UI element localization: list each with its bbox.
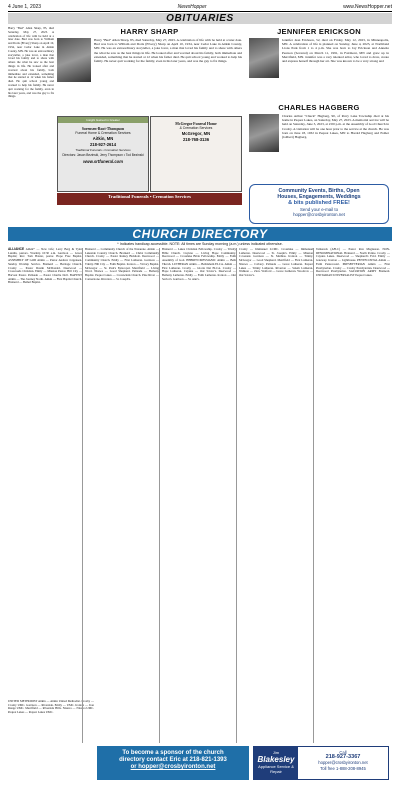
obit-harry-sharp: [57, 27, 242, 84]
column-rule: [313, 248, 314, 743]
column-rule: [159, 248, 160, 743]
church-text: Brainerd — Lakes Christian Fellowship. Crosby — Trinity Bible Church. Cuyuna — Living Hope Community. Deerwood — Crosslake Bible Fellowship. Emily — Faith Assembly of God. HEBREW/MESSIANIC Aitkin — Beth Tikvah. LUTHERAN Aitkin — Bethlehem ELCA. Aitkin — First Lutheran. Crosby — Gloria Dei ELCA. Crosby — Hope Lutheran. Cuyuna — Our Savior's. Deerwood — Bethany Lutheran. Emily — Faith Lutheran. Ironton — Our Savior's. Garrison — St. Ann's.: [162, 247, 236, 281]
paper-name: NewsHopper: [177, 3, 207, 10]
obit-photo: [57, 38, 91, 82]
obit-name: HARRY SHARP: [120, 27, 179, 36]
toll-number[interactable]: 1-888-208-8945: [336, 765, 366, 771]
obit-text: Harry "Bud" Allen Sharp, 85, died Saturday, May 27, 2023. A celebration of life with be held at a later date. Bud was born to William and Doris (Elvery) Sharp on April 10, 1934, near Cedar Lake in Aitkin County, MN. He was an extraordinary storyteller, a joke lover, a man that loved his family and to share with others the what he saw as the best things in life. He looked after and worried about his family, both immediate and extended, something that he started at 12 when his father died. He quit school young and worked to help his family. He never quit working for the family, even in his later years, and was the guy to fix things.: [94, 38, 242, 64]
section-title: OBITUARIES: [166, 13, 234, 24]
church-column-2: [85, 248, 159, 281]
church-heading: ALLIANCE: [8, 247, 25, 251]
church-column-3: [162, 248, 236, 281]
ad-phone: 218-927-2614: [89, 142, 117, 147]
column-rule: [236, 248, 237, 743]
obit-text: Charles Arthur "Chuck" Hagberg, 90, of Perry Lake Township died at his home in Pequot Lakes, on Saturday, May 27, 2023. A memorial service will be held on Saturday, June 3, 2023, at 2:00 p.m. at the Assembly of God Church in Crosby. A visitation will be one hour prior to the service at the church. He was born on June 18, 1932 in Pequot Lakes, MN to Harold Hagberg and Esther (Gilbert) Hagberg.: [282, 114, 389, 140]
events-line-2: Houses, Engagements, Weddings: [277, 194, 361, 200]
cta-line-2: directory contact Eric at 218-821-1393: [119, 757, 227, 763]
sorensen-funeral-ad[interactable]: [57, 116, 149, 192]
events-line-4: Send your e-mail to: [299, 207, 339, 212]
obit-name: CHARLES HAGBERG: [278, 103, 360, 112]
obituaries-banner: [8, 13, 392, 24]
toll-label: Toll free: [320, 765, 335, 771]
events-email[interactable]: hopper@crosbyironton.net: [293, 212, 345, 217]
website-url[interactable]: www.NewsHopper.net: [343, 3, 392, 10]
blakesley-ad[interactable]: [253, 746, 389, 780]
ad-name: McGregor Funeral Home: [175, 122, 217, 126]
header-rule: [8, 11, 392, 12]
community-events-box[interactable]: [249, 184, 389, 224]
ad-directors: Directors: Jason Bezinski, Jerry Thompson • Tod Bezinski: [62, 153, 144, 157]
page-header: [8, 2, 392, 11]
obit-continuation-text: Harry "Bud" Allen Sharp, 85, died Saturday, May 27, 2023. A celebration of life with be held at a later date. Bud was born to William and Doris (Elvery) Sharp on April 10, 1934, near Cedar Lake in Aitkin County, MN. He was an extraordinary storyteller, a joke lover, a man that loved his family and to share with others the what he saw as the best things in life. He looked after and worried about his family, both immediate and extended, something that he started at 12 when his father died. He quit school young and worked to help his family. He never quit working for the family, even in his later years, and was the guy to fix things.: [8, 26, 54, 99]
ad-city: McGregor, MN: [181, 131, 211, 136]
cta-email[interactable]: or hopper@crosbyironton.net: [130, 764, 216, 770]
tagline: Traditional Funerals • Cremation Services: [108, 194, 191, 199]
church-directory-title: CHURCH DIRECTORY: [132, 227, 268, 241]
logo-top: Jim: [272, 750, 280, 755]
church-text: Brainerd — Community Church of the Nazarene. Aitkin — Lakeside Country Church. Brainerd — Christ Community Church. Crosby — Pastor Rainey Birkholz. Deerwood — Community Church. Emily — First Lutheran. Garrison — Trinity. Hill City — Faith Baptist. Ironton — Victory Baptist. McGregor — St. Paul's Episcopal. Merrifield — Living Word. Nisswa — Good Shepherd. Palisade — Bethany Baptist. Pequot Lakes — Crosswinds Church. Pine River — Cornerstone. Riverton — St. Joseph's.: [85, 247, 159, 281]
church-column-1: [8, 248, 82, 285]
sponsor-cta[interactable]: [97, 746, 249, 780]
obit-text: Jennifer Jean Erickson, 52, died on Friday, May 12, 2023, in Minneapolis, MN. A celebration of life is planned on Sunday, June 4, 2023, at Northland Lions Park from 1 to 4 p.m. She was born to Jay Erickson and Annette Pearson (Severud) on March 11, 1991, in Fairmont, MN and grew up in Merrifield, MN. Jennifer was a very talented artist, who loved to draw, create and express herself through her art. She was known to be a very strong and: [282, 38, 389, 64]
church-directory-banner: [8, 227, 392, 241]
ad-tag: Traditional Funerals • Cremation Services: [75, 148, 131, 152]
column-rule: [82, 248, 83, 743]
church-text: Aitkin* — New Life; Larry Berg & Tyler Lundin, pastors. Worship 10:30 a.m. Garrison — Grace Baptist; Rev. Tom Baxter, pastor. Hope Free Baptist. ASSEMBLY OF GOD Aitkin — Pastor Andrew Jorgensen. Sunday Worship Service. Brainerd — Heritage Church. Crosby — Pastor Dustin McDonald. Deerwood — Crossroads Christian. Emily — Mission Pastor. Hill City — Harvest Pastor. Palisade — Pastor Charlie Doll. BAPTIST Aitkin — The Journey North. Aitkin — First Baptist Church. Brainerd — Bethel Baptist.: [8, 247, 82, 285]
blakesley-logo: [254, 747, 298, 779]
obit-photo: [249, 38, 279, 78]
page-number-date: 4 June 1, 2023: [8, 3, 42, 10]
funeral-tagline-bar: [57, 193, 242, 205]
church-tail-text: UNITED METHODIST Aitkin — Aitkin United Methodist. Crosby — Crosby UMC. Garrison — Riverside. Emily — UMC. Ironton — Iron Range UMC. Merrifield — Riverside Hills. Nisswa — Nisswa UMC. Pequot Lakes — Pequot Lakes UMC.: [8, 699, 94, 715]
events-line-1: Community Events, Births, Open: [278, 188, 360, 194]
ad-email[interactable]: hopper@crosbyironton.net: [318, 760, 368, 766]
church-text: Crosby — Immanuel LCMC. Crosslake — Immanuel Lutheran. Deerwood — St. Joseph's. Emily — Mission Covenant. Garrison — St. Mathias. Ironton — Trinity. McGregor — Good Shepherd. Merrifield — First Lutheran. Nisswa — Calvary. Palisade — Grace Lutheran. Pequot Lakes — Trinity Lutheran. Riverton — Salem Lutheran. Wahkon — Zion. Wolford — Grace Lutheran. Woodrow — Our Savior's.: [239, 247, 313, 277]
church-column-4: [239, 248, 313, 278]
obit-photo: [249, 114, 279, 152]
obit-name: JENNIFER ERICKSON: [277, 27, 361, 36]
church-text: Tamarack (AFLC) — Pastor Ron Magnuson. NON-DENOMINATIONAL Brainerd — North Pointe. Crosby — Cuyuna Lakes. Deerwood — Shepherd's Fold. Emily — Gateway. Ironton — Lighthouse. PENTECOSTAL Aitkin — Faith Pentecostal. PRESBYTERIAN Aitkin — First Presbyterian. Crosby — Crosby Presbyterian. Deerwood — Deerwood Presbyterian. SALVATION ARMY Brainerd. UNITARIAN UNIVERSALIST Pequot Lakes.: [316, 247, 390, 277]
church-note: * Indicates handicap accessible. NOTE: All times are Sunday morning (a.m.) unless indicated otherwise.: [117, 242, 283, 246]
cta-line-1: To become a sponsor of the church: [122, 750, 224, 756]
ad-inset: Insight Gained in Greater: [58, 117, 148, 123]
obit-continuation: [8, 27, 54, 99]
logo-sub: Appliance Service & Repair: [258, 764, 294, 774]
phone-number[interactable]: 218-927-3367: [325, 754, 361, 761]
ad-name: Sorensen-Root-Thompson: [81, 127, 125, 131]
events-line-3: & bits published FREE!: [288, 200, 350, 206]
ad-city: Aitkin, MN: [92, 136, 114, 141]
blakesley-info: [298, 747, 388, 779]
obit-charles-hagberg: [249, 103, 389, 154]
obit-jennifer-erickson: [249, 27, 389, 80]
church-column-5: [316, 248, 390, 278]
ad-url[interactable]: www.srtfuneral.com: [83, 159, 123, 164]
ad-sub: & Cremation Services: [179, 126, 213, 130]
ad-sub: Funeral Home & Cremation Services: [75, 131, 131, 135]
logo-name: Blakesley: [257, 755, 295, 764]
ad-phone: 218-768-3136: [182, 137, 210, 142]
call-label: Call: [339, 750, 347, 755]
mcgregor-funeral-ad[interactable]: [150, 116, 242, 192]
